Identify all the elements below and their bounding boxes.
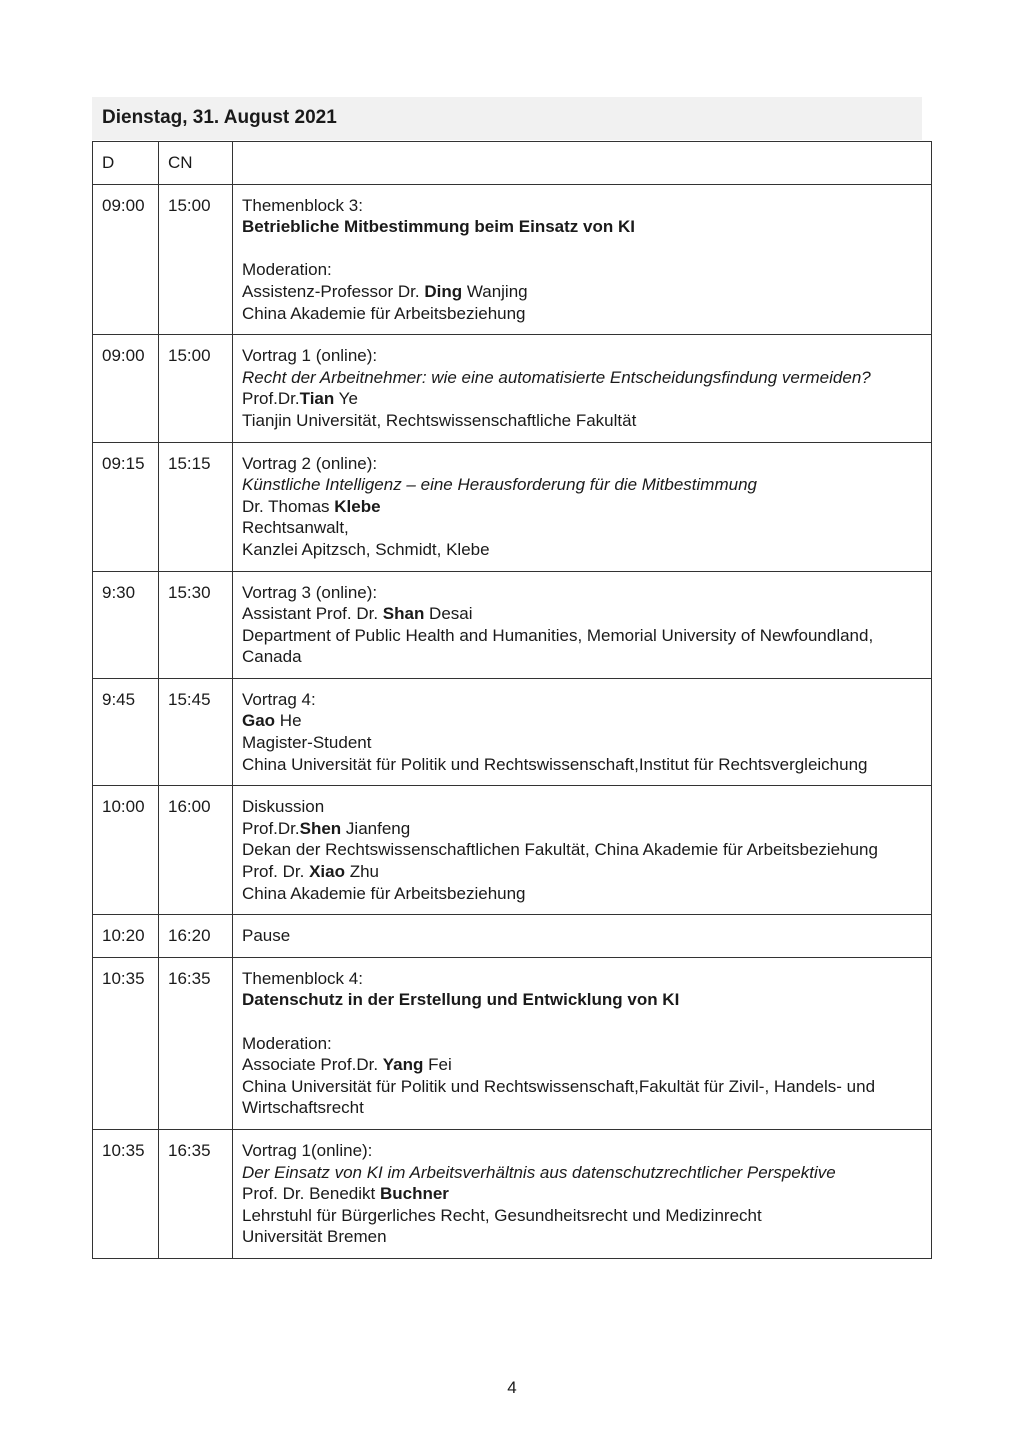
name-part: Wanjing — [462, 281, 528, 301]
name-part: Prof. Dr. — [242, 862, 310, 882]
table-row — [93, 678, 932, 785]
detail-line: Pause — [242, 926, 291, 946]
time-china: 15:00 — [159, 184, 233, 335]
name-part: Assistenz-Professor Dr. — [242, 281, 425, 301]
time-germany: 10:35 — [93, 1129, 159, 1258]
session-details — [233, 915, 932, 958]
time-china: 16:35 — [159, 957, 233, 1129]
session-details — [233, 335, 932, 442]
detail-line: Vortrag 1 (online): — [242, 346, 378, 366]
table-row — [93, 184, 932, 335]
detail-line: China Akademie für Arbeitsbeziehung — [242, 303, 526, 323]
surname: Klebe — [334, 496, 381, 516]
column-header-content — [233, 142, 932, 185]
session-title: Datenschutz in der Erstellung und Entwicklung von KI — [242, 990, 680, 1010]
detail-line: Magister-Student — [242, 733, 372, 753]
surname: Shen — [299, 818, 342, 838]
surname: Tian — [299, 389, 335, 409]
surname: Gao — [242, 711, 276, 731]
detail-line: Kanzlei Apitzsch, Schmidt, Klebe — [242, 539, 490, 559]
detail-line: Diskussion — [242, 797, 325, 817]
speaker-name — [242, 818, 922, 840]
name-part: Assistant Prof. Dr. — [242, 604, 383, 624]
detail-line: China Universität für Politik und Rechtswissenschaft,Institut für Rechtsvergleichung — [242, 754, 868, 774]
day-title: Dienstag, 31. August 2021 — [102, 107, 337, 128]
time-china: 15:30 — [159, 571, 233, 678]
name-part: Desai — [424, 604, 473, 624]
spacer — [242, 1011, 922, 1033]
surname: Ding — [424, 281, 463, 301]
time-germany: 09:00 — [93, 335, 159, 442]
speaker-name — [242, 861, 922, 883]
name-part: Fei — [423, 1055, 452, 1075]
speaker-name — [242, 603, 922, 625]
name-part: Associate Prof.Dr. — [242, 1055, 383, 1075]
day-header — [92, 97, 922, 140]
detail-line: Moderation: — [242, 260, 332, 280]
detail-line: Vortrag 1(online): — [242, 1140, 373, 1160]
talk-title: Der Einsatz von KI im Arbeitsverhältnis aus datenschutzrechtlicher Perspektive — [242, 1162, 836, 1182]
time-china: 15:00 — [159, 335, 233, 442]
table-row — [93, 335, 932, 442]
time-germany: 09:15 — [93, 442, 159, 571]
speaker-name — [242, 281, 922, 303]
time-china: 16:00 — [159, 786, 233, 915]
talk-title: Künstliche Intelligenz – eine Herausforderung für die Mitbestimmung — [242, 475, 757, 495]
detail-line: China Akademie für Arbeitsbeziehung — [242, 883, 526, 903]
detail-line: Themenblock 4: — [242, 968, 363, 988]
talk-title: Recht der Arbeitnehmer: wie eine automatisierte Entscheidungsfindung vermeiden? — [242, 367, 871, 387]
table-row — [93, 786, 932, 915]
detail-line: China Universität für Politik und Rechtswissenschaft,Fakultät für Zivil-, Handels- und Wirtschaftsrecht — [242, 1076, 876, 1118]
time-china: 16:35 — [159, 1129, 233, 1258]
detail-line: Themenblock 3: — [242, 195, 363, 215]
detail-line: Vortrag 2 (online): — [242, 453, 378, 473]
detail-line: Tianjin Universität, Rechtswissenschaftliche Fakultät — [242, 410, 637, 430]
session-details — [233, 571, 932, 678]
time-china: 15:15 — [159, 442, 233, 571]
detail-line: Rechtsanwalt, — [242, 518, 349, 538]
name-part: Prof. Dr. Benedikt — [242, 1184, 380, 1204]
name-part: He — [275, 711, 302, 731]
detail-line: Department of Public Health and Humanities, Memorial University of Newfoundland, Canada — [242, 625, 874, 667]
surname: Shan — [382, 604, 425, 624]
table-row — [93, 1129, 932, 1258]
time-germany: 10:00 — [93, 786, 159, 915]
session-details — [233, 1129, 932, 1258]
surname: Buchner — [379, 1184, 449, 1204]
speaker-name — [242, 496, 922, 518]
program-table — [92, 141, 932, 1259]
time-germany: 9:45 — [93, 678, 159, 785]
session-details — [233, 786, 932, 915]
spacer — [242, 238, 922, 260]
time-germany: 09:00 — [93, 184, 159, 335]
name-part: Zhu — [344, 862, 380, 882]
table-row — [93, 442, 932, 571]
name-part: Prof.Dr. — [242, 389, 300, 409]
column-header-d: D — [93, 142, 159, 185]
name-part: Jianfeng — [341, 818, 411, 838]
surname: Yang — [382, 1055, 424, 1075]
session-details — [233, 678, 932, 785]
name-part: Ye — [334, 389, 358, 409]
session-details — [233, 957, 932, 1129]
time-china: 16:20 — [159, 915, 233, 958]
time-china: 15:45 — [159, 678, 233, 785]
time-germany: 10:20 — [93, 915, 159, 958]
speaker-name — [242, 710, 922, 732]
table-row — [93, 915, 932, 958]
name-part: Prof.Dr. — [242, 818, 300, 838]
table-header-row — [93, 142, 932, 185]
speaker-name — [242, 1054, 922, 1076]
detail-line: Universität Bremen — [242, 1227, 387, 1247]
column-header-cn: CN — [159, 142, 233, 185]
detail-line: Dekan der Rechtswissenschaftlichen Fakultät, China Akademie für Arbeitsbeziehung — [242, 840, 878, 860]
detail-line: Moderation: — [242, 1033, 332, 1053]
table-row — [93, 571, 932, 678]
page-number: 4 — [507, 1378, 517, 1397]
session-details — [233, 184, 932, 335]
name-part: Dr. Thomas — [242, 496, 335, 516]
session-title: Betriebliche Mitbestimmung beim Einsatz von KI — [242, 217, 635, 237]
surname: Xiao — [309, 862, 345, 882]
time-germany: 9:30 — [93, 571, 159, 678]
detail-line: Vortrag 4: — [242, 689, 316, 709]
detail-line: Lehrstuhl für Bürgerliches Recht, Gesundheitsrecht und Medizinrecht — [242, 1205, 762, 1225]
speaker-name — [242, 1183, 922, 1205]
session-details — [233, 442, 932, 571]
speaker-name — [242, 388, 922, 410]
detail-line: Vortrag 3 (online): — [242, 582, 378, 602]
table-row — [93, 957, 932, 1129]
time-germany: 10:35 — [93, 957, 159, 1129]
